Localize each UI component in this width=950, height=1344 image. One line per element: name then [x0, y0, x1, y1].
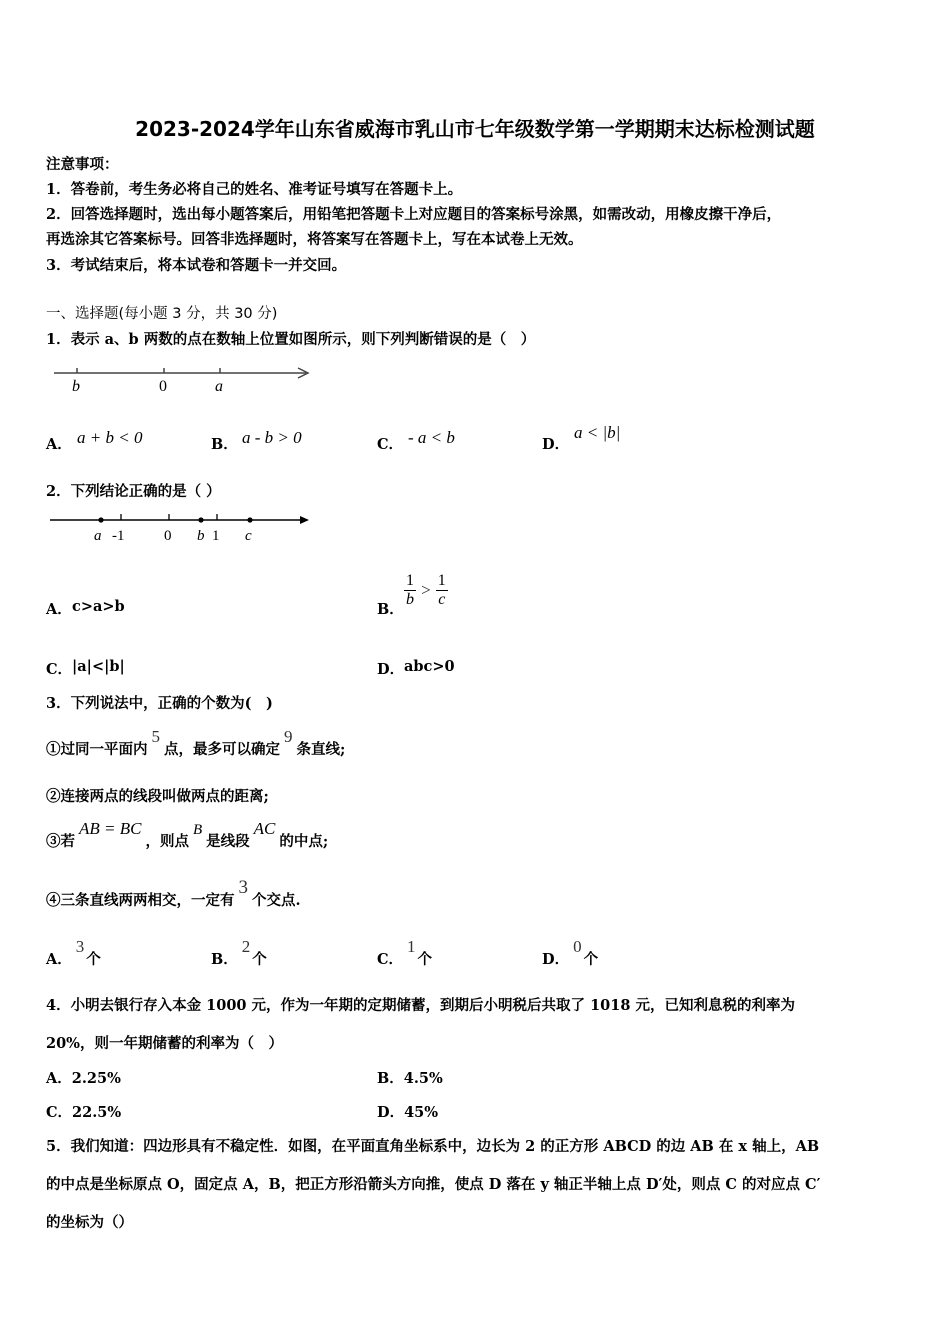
q3-statement-3: ③若AB = BC，则点B是线段AC的中点; — [46, 819, 329, 850]
q2-option-a-text: c>a>b — [72, 598, 125, 615]
q1-option-b-letter[interactable]: B． — [211, 436, 238, 453]
section-heading: 一、选择题(每小题 3 分，共 30 分) — [46, 306, 278, 322]
q3-option-c[interactable]: C．1个 — [377, 937, 433, 968]
q2-point-b — [198, 517, 203, 522]
q1-option-d-expr: a < |b| — [574, 423, 621, 442]
q2-option-d-text: abc>0 — [404, 658, 455, 675]
q2-label-b: b — [197, 528, 205, 544]
q1-label-a: a — [215, 378, 223, 395]
q3-option-a[interactable]: A．3个 — [46, 937, 101, 968]
q2-label-neg1: -1 — [112, 528, 125, 544]
q1-option-c-letter[interactable]: C． — [377, 436, 404, 453]
q2-option-a-letter[interactable]: A． — [46, 601, 72, 618]
q2-fraction-1: $\frac{1}{b}$ — [406, 572, 414, 608]
q3-option-b[interactable]: B．2个 — [211, 937, 267, 968]
q3-stem: 3．下列说法中，正确的个数为( ) — [46, 695, 273, 712]
q3-statement-4: ④三条直线两两相交，一定有3个交点. — [46, 877, 301, 909]
q2-point-a — [98, 517, 103, 522]
q1-option-b-expr: a - b > 0 — [242, 428, 302, 447]
q2-label-c: c — [245, 528, 252, 544]
q3-option-d[interactable]: D．0个 — [542, 937, 599, 968]
q1-stem: 1．表示 a、b 两数的点在数轴上位置如图所示，则下列判断错误的是（ ） — [46, 331, 536, 348]
q2-option-c-text: |a|<|b| — [72, 658, 125, 675]
q5-line-1: 5．我们知道：四边形具有不稳定性．如图，在平面直角坐标系中，边长为 2 的正方形 ABCD 的边 AB 在 x 轴上，AB — [46, 1138, 820, 1155]
notice-item-3: 3．考试结束后，将本试卷和答题卡一并交回。 — [46, 257, 347, 274]
q3-statement-1: ①过同一平面内5点，最多可以确定9条直线; — [46, 727, 346, 758]
q2-axis-arrow — [300, 516, 309, 524]
q2-label-1: 1 — [212, 528, 220, 544]
q2-label-a: a — [94, 528, 102, 544]
q1-option-a-expr: a + b < 0 — [77, 428, 143, 447]
q5-line-2: 的中点是坐标原点 O，固定点 A，B，把正方形沿箭头方向推，使点 D 落在 y 轴正半轴上点 D′处，则点 C 的对应点 C′ — [46, 1176, 821, 1193]
q5-line-3: 的坐标为（） — [46, 1214, 133, 1231]
q4-option-c[interactable]: C．22.5% — [46, 1104, 122, 1121]
q2-option-b-letter[interactable]: B． — [377, 601, 404, 618]
notice-item-1: 1．答卷前，考生务必将自己的姓名、准考证号填写在答题卡上。 — [46, 181, 463, 198]
q2-option-b-expr: $\frac{1}{b}$ > $\frac{1}{c}$ — [406, 572, 446, 608]
q1-option-c-expr: - a < b — [408, 428, 455, 447]
notice-item-2: 2．回答选择题时，选出每小题答案后，用铅笔把答题卡上对应题目的答案标号涂黑，如需改动，用橡皮擦干净后， — [46, 206, 782, 223]
q4-line-1: 4．小明去银行存入本金 1000 元，作为一年期的定期储蓄，到期后小明税后共取了 1018 元，已知利息税的利率为 — [46, 997, 795, 1014]
q1-label-0: 0 — [159, 378, 167, 395]
q4-line-2: 20%，则一年期储蓄的利率为（ ） — [46, 1035, 283, 1052]
q1-number-line — [50, 360, 320, 400]
q1-option-a-letter[interactable]: A． — [46, 436, 72, 453]
q2-option-c-letter[interactable]: C． — [46, 661, 73, 678]
q2-number-line — [46, 510, 316, 550]
notice-heading: 注意事项： — [46, 156, 119, 173]
page-title: 2023-2024学年山东省威海市乳山市七年级数学第一学期期末达标检测试题 — [135, 117, 815, 141]
q3-statement-2: ②连接两点的线段叫做两点的距离; — [46, 788, 269, 805]
q2-stem: 2．下列结论正确的是（ ） — [46, 483, 221, 500]
q2-point-c — [247, 517, 252, 522]
q2-label-0: 0 — [164, 528, 172, 544]
q2-fraction-2: $\frac{1}{c}$ — [437, 572, 446, 608]
q4-option-b[interactable]: B．4.5% — [377, 1070, 443, 1087]
q1-option-d-letter[interactable]: D． — [542, 436, 570, 453]
q4-option-d[interactable]: D．45% — [377, 1104, 439, 1121]
q4-option-a[interactable]: A．2.25% — [46, 1070, 121, 1087]
notice-item-2-cont: 再选涂其它答案标号。回答非选择题时，将答案写在答题卡上，写在本试卷上无效。 — [46, 231, 583, 248]
q2-option-d-letter[interactable]: D． — [377, 661, 405, 678]
q1-label-b: b — [72, 378, 80, 395]
